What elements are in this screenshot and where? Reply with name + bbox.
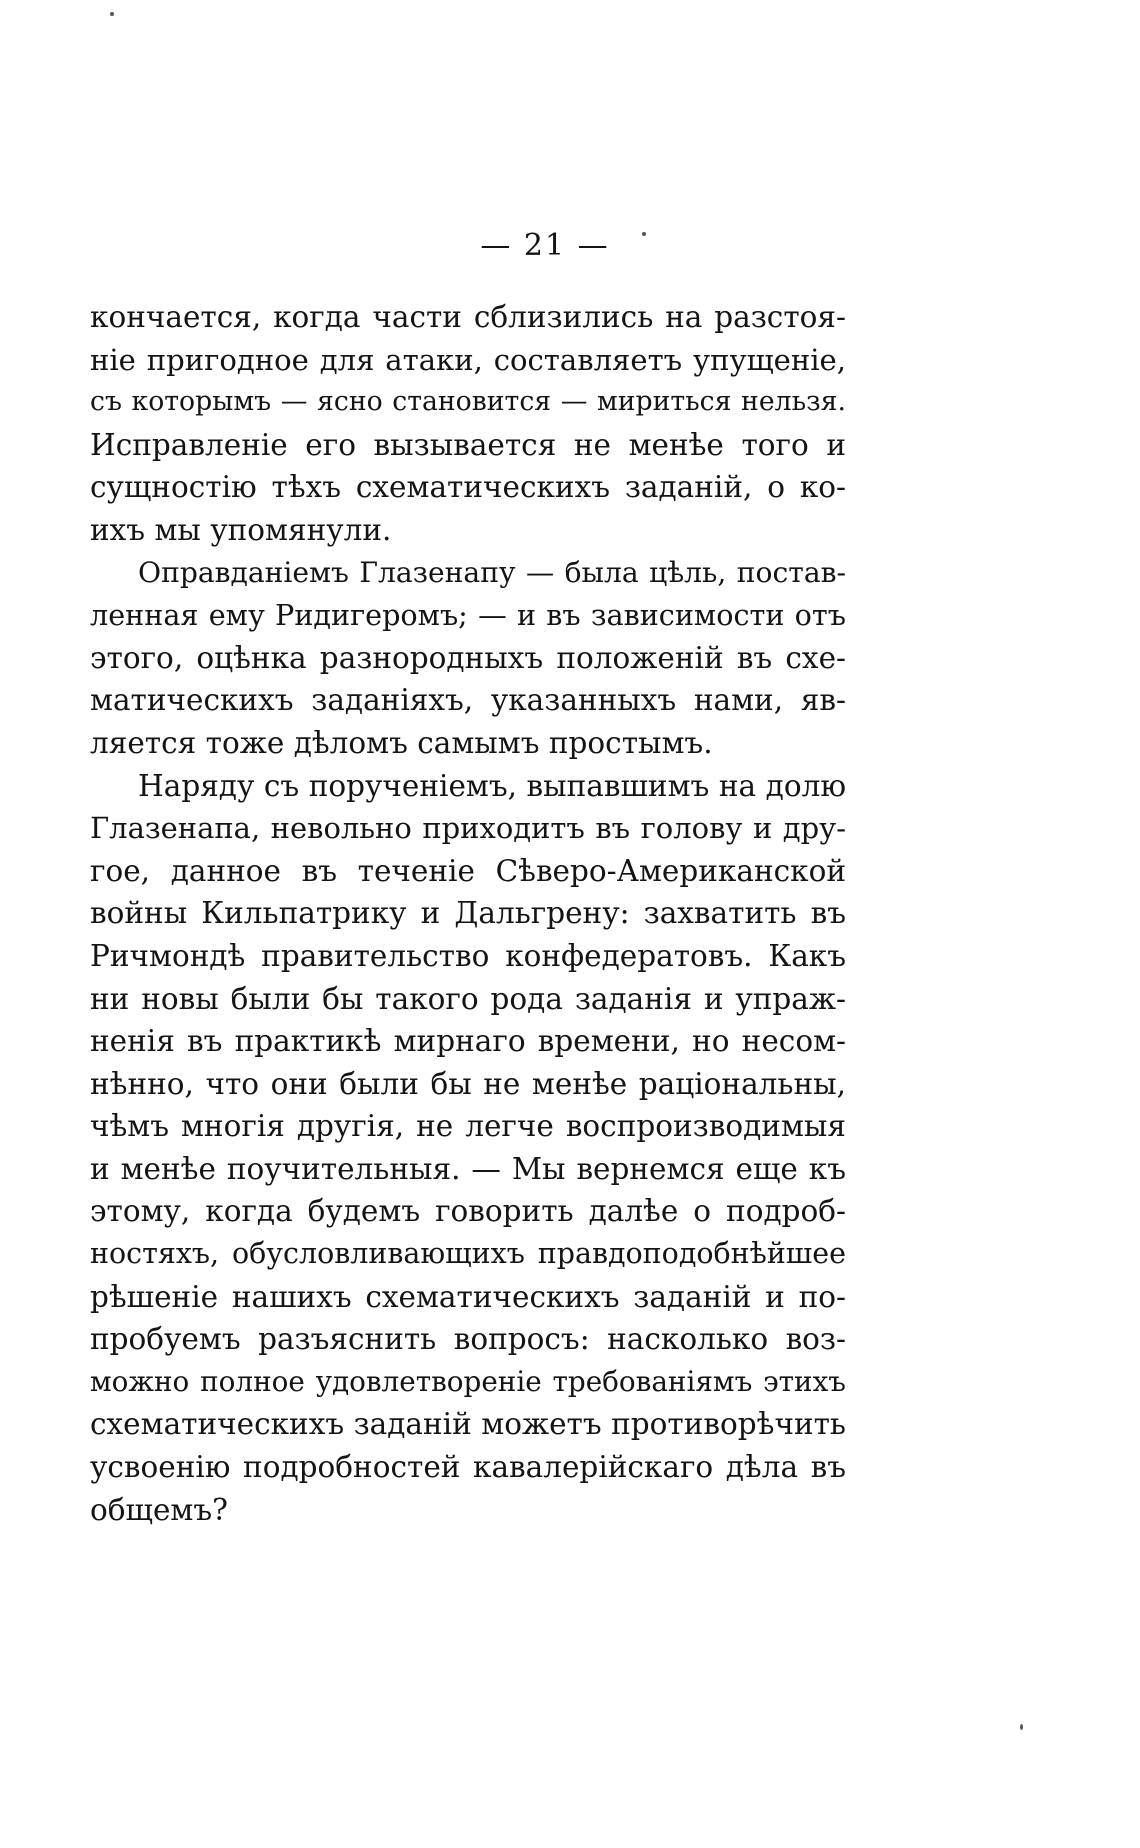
text-line: войны Кильпатрику и Дальгрену: захватить въ [90,896,846,931]
text-line: и менѣе поучительныя. — Мы вернемся еще къ [90,1151,846,1186]
text-line: Наряду съ порученіемъ, выпавшимъ на долю [138,768,846,803]
text-line: общемъ? [90,1492,228,1527]
text-line: схематическихъ заданій можетъ противорѣчить [90,1407,846,1442]
print-speck [110,12,114,16]
text-line: ніе пригодное для атаки, составляетъ упущеніе, [90,342,846,377]
text-line: ненія въ практикѣ мирнаго времени, но несом- [90,1024,846,1059]
text-line: рѣшеніе нашихъ схематическихъ заданій и по- [90,1279,846,1314]
text-line: ляется тоже дѣломъ самымъ простымъ. [90,725,713,760]
text-line: Оправданіемъ Глазенапу — была цѣль, постав- [138,555,846,589]
text-line: ленная ему Ридигеромъ; — и въ зависимости отъ [90,598,846,633]
text-line: ни новы были бы такого рода заданія и упраж- [90,981,846,1016]
text-line: нѣнно, что они были бы не менѣе раціональны, [90,1066,846,1101]
page-number: — 21 — [480,228,610,263]
text-line: Глазенапа, невольно приходитъ въ голову и дру- [90,811,846,846]
text-line: можно полное удовлетвореніе требованіямъ этихъ [90,1364,846,1398]
print-speck [642,232,646,236]
text-line: ностяхъ, обусловливающихъ правдоподобнѣйшее [90,1237,846,1271]
text-line: сущностію тѣхъ схематическихъ заданій, о ко- [90,470,846,505]
text-line: кончается, когда части сблизились на разстоя- [90,300,846,334]
text-line: этого, оцѣнка разнородныхъ положеній въ схе- [90,640,846,675]
text-line: Ричмондѣ правительство конфедератовъ. Какъ [90,938,846,973]
body-text [90,296,846,1531]
text-line: чѣмъ многія другія, не легче воспроизводимыя [90,1109,846,1144]
text-line: матическихъ заданіяхъ, указанныхъ нами, яв- [90,683,846,718]
text-line: гое, данное въ теченіе Сѣверо-Американской [90,853,846,888]
print-speck [1020,1724,1023,1730]
text-line: ихъ мы упомянули. [90,512,392,547]
text-line: этому, когда будемъ говорить далѣе о подроб- [90,1194,846,1229]
text-line: Исправленіе его вызывается не менѣе того и [90,427,846,462]
text-line: пробуемъ разъяснить вопросъ: насколько воз- [90,1322,846,1357]
text-line: усвоенію подробностей кавалерійскаго дѣла въ [90,1450,846,1485]
text-line: съ которымъ — ясно становится — мириться нельзя. [90,386,846,418]
